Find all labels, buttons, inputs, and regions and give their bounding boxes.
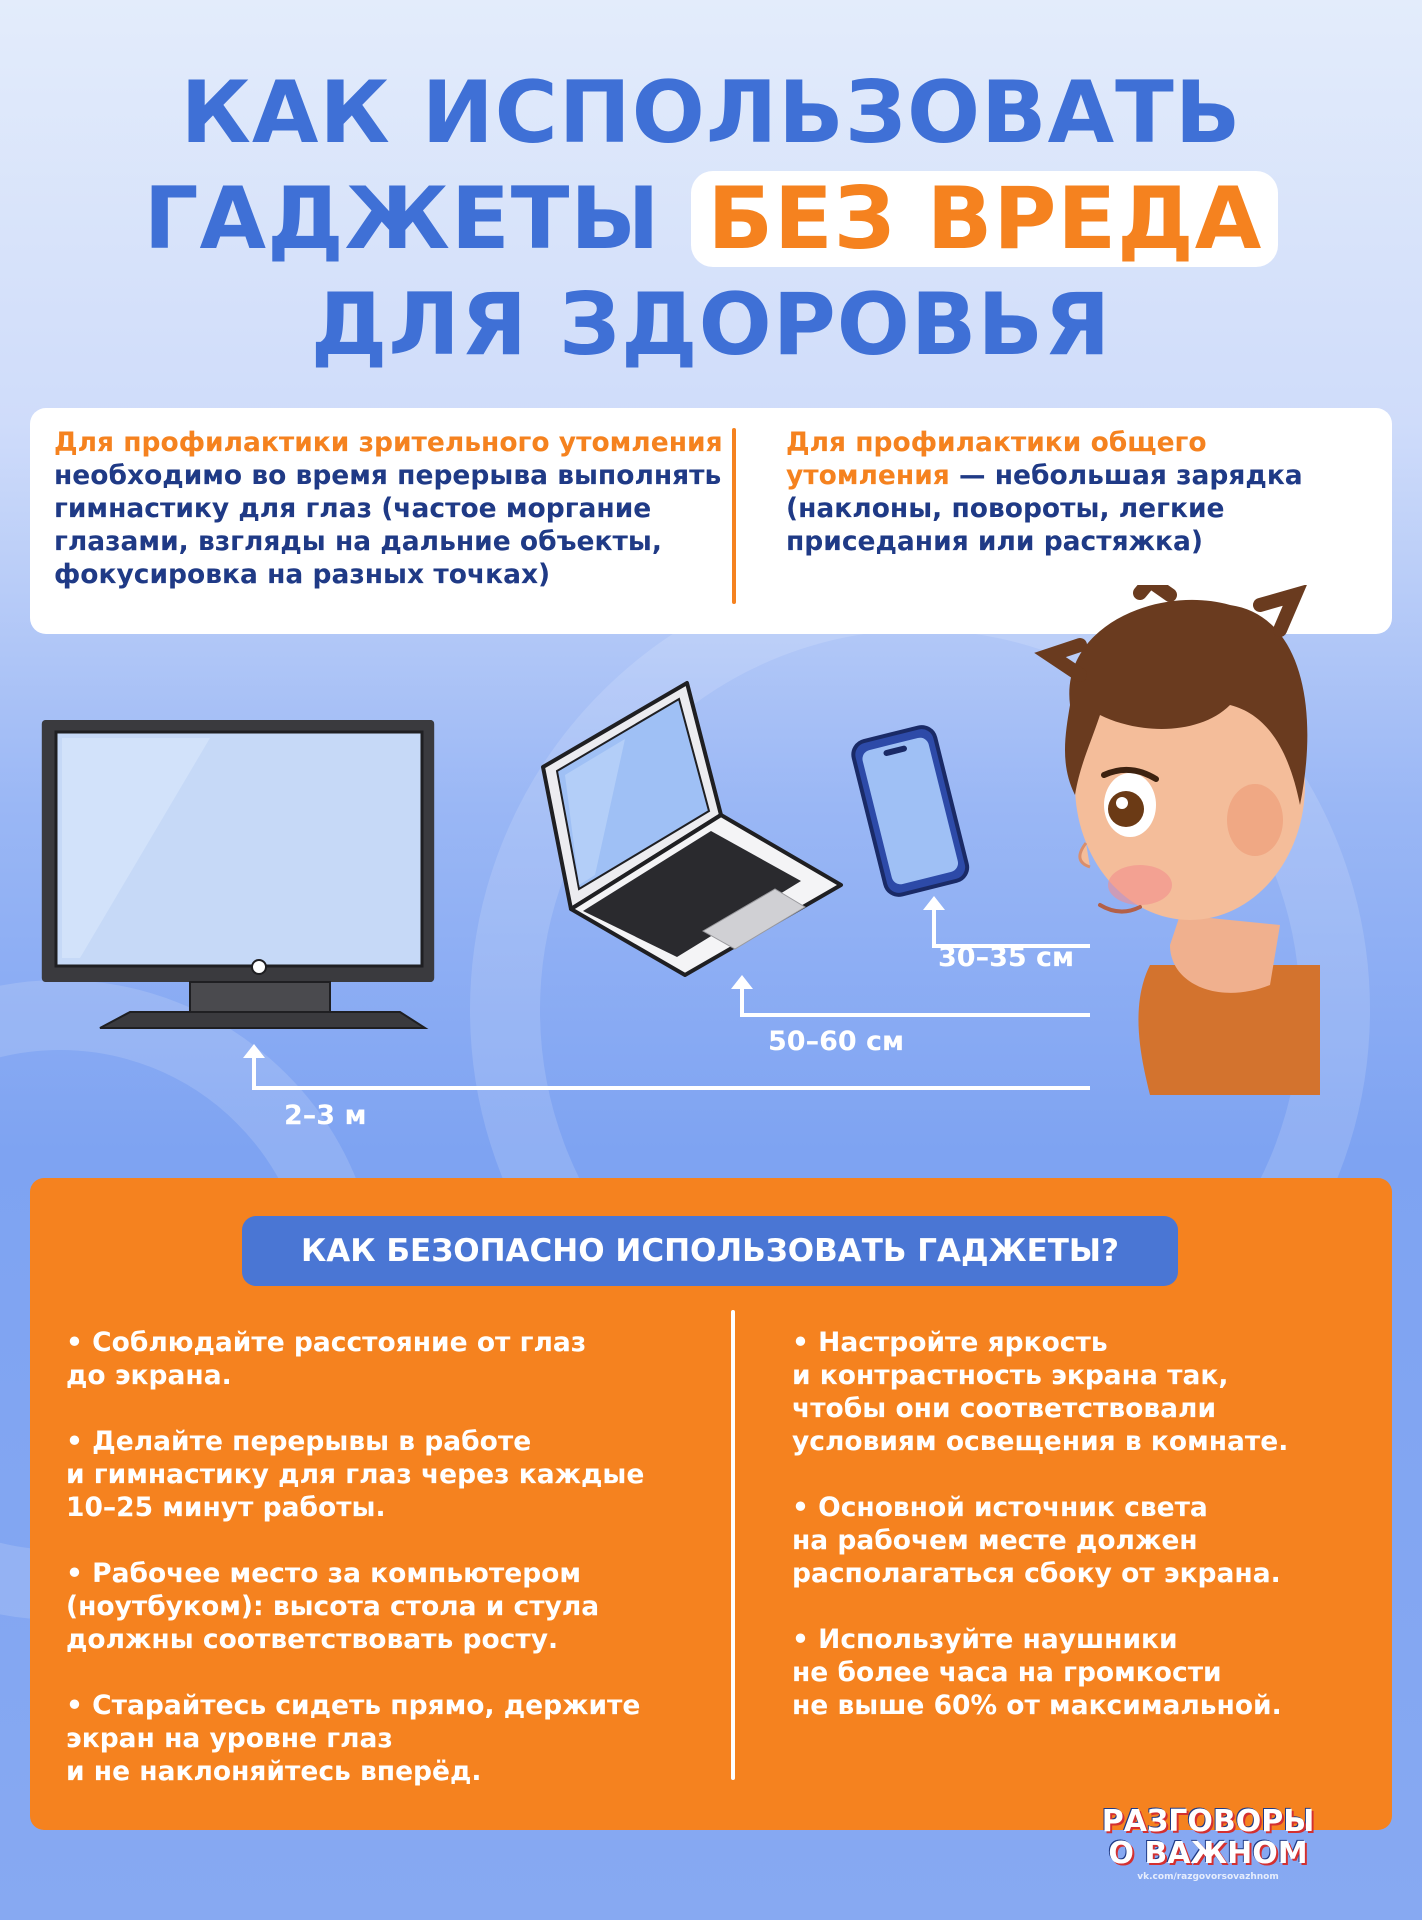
title-highlight: БЕЗ ВРЕДА xyxy=(691,171,1278,267)
tv-illustration xyxy=(40,718,440,1038)
eye-fatigue-heading: Для профилактики зрительного утомления xyxy=(54,427,723,458)
phone-distance-arrow xyxy=(932,906,936,946)
eye-fatigue-text: необходимо во время перерыва выполнять гимнастику для глаз (частое моргание глазами, взгляды на дальние объекты, фокусировка на разных точках) xyxy=(54,460,722,590)
title-line-1: КАК ИСПОЛЬЗОВАТЬ xyxy=(180,63,1242,163)
laptop-distance-arrow xyxy=(740,985,744,1015)
tips-left-column xyxy=(66,1326,706,1821)
tip-item: • Используйте наушники не более часа на громкости не выше 60% от максимальной. xyxy=(792,1624,1282,1721)
tv-distance-label: 2–3 м xyxy=(284,1100,367,1131)
info-divider xyxy=(732,428,736,604)
tip-item: • Рабочее место за компьютером (ноутбуком): высота стола и стула должны соответствовать росту. xyxy=(66,1558,600,1655)
general-fatigue-text: — небольшая зарядка (наклоны, повороты, легкие приседания или растяжка) xyxy=(786,460,1303,557)
general-fatigue-heading: Для профилактики общего утомления xyxy=(786,427,1207,491)
boy-illustration xyxy=(1020,585,1320,1095)
tv-stand-icon xyxy=(190,982,330,1012)
logo-url: vk.com/razgovorsovazhnom xyxy=(1137,1872,1279,1882)
laptop-distance-line xyxy=(740,1013,1090,1017)
title-line-2-prefix: ГАДЖЕТЫ xyxy=(143,169,661,269)
tip-item: • Соблюдайте расстояние от глаз до экрана. xyxy=(66,1327,587,1391)
tips-right-column xyxy=(792,1326,1372,1755)
laptop-illustration xyxy=(535,675,850,985)
tip-item: • Старайтесь сидеть прямо, держите экран на уровне глаз и не наклоняйтесь вперёд. xyxy=(66,1690,641,1787)
logo-line-1: РАЗГОВОРЫ xyxy=(1101,1804,1315,1839)
phone-illustration xyxy=(840,722,980,897)
tip-item: • Настройте яркость и контрастность экрана так, чтобы они соответствовали условиям освещения в комнате. xyxy=(792,1327,1289,1457)
safety-tips-heading: КАК БЕЗОПАСНО ИСПОЛЬЗОВАТЬ ГАДЖЕТЫ? xyxy=(242,1216,1178,1286)
tv-distance-arrow xyxy=(252,1054,256,1088)
laptop-distance-label: 50–60 см xyxy=(768,1026,905,1057)
tip-item: • Делайте перерывы в работе и гимнастику для глаз через каждые 10–25 минут работы. xyxy=(66,1426,645,1523)
razgovory-logo xyxy=(1098,1806,1318,1884)
safety-tips-panel xyxy=(30,1178,1392,1830)
phone-screen-icon xyxy=(861,736,960,886)
logo-line-2: О ВАЖНОМ xyxy=(1108,1836,1308,1871)
page-title xyxy=(0,60,1422,378)
eye-fatigue-tip xyxy=(54,426,754,591)
title-line-3: ДЛЯ ЗДОРОВЬЯ xyxy=(310,275,1112,375)
tip-item: • Основной источник света на рабочем месте должен располагаться сбоку от экрана. xyxy=(792,1492,1281,1589)
phone-distance-label: 30–35 см xyxy=(938,942,1075,973)
tv-distance-line xyxy=(252,1086,1090,1090)
title-line-2 xyxy=(0,166,1422,272)
general-fatigue-tip xyxy=(786,426,1346,558)
panel-divider xyxy=(731,1310,735,1780)
